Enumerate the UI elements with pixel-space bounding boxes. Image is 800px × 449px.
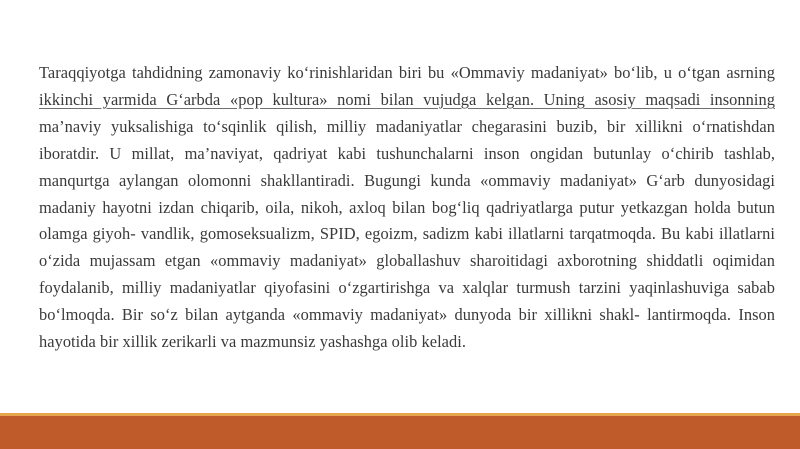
- paragraph-text-rest: ma’naviy yuksalishiga toʻsqinlik qilish, milliy madaniyatlar chegarasini buzib, bir xillikni oʻrnatishdan iboratdir. U millat, ma’naviyat, qadriyat kabi tushunchalarni inson ongidan butunlay oʻchirib tashlab, manqurtga aylangan olomonni shakllantiradi. Bugungi kunda «ommaviy madaniyat» Gʻarb dunyosidagi madaniy hayotni izdan chiqarib, oila, nikoh, axloq bilan bogʻliq qadriyatlarga putur yetkazgan holda butun olamga giyoh- vandlik, gomoseksualizm, SPID, egoizm, sadizm kabi illatlarni tarqatmoqda. Bu kabi illatlarni oʻzida mujassam etgan «ommaviy madaniyat» globallashuv sharoitidagi axborotning shiddatli oqimidan foydalanib, milliy madaniyatlar qiyofasini oʻzgartirishga va xalqlar turmush tarzini yaqinlashuviga sabab boʻlmoqda. Bir soʻz bilan aytganda «ommaviy madaniyat» dunyoda bir xillikni shakl- lantirmoqda. Inson hayotida bir xillik zerikarli va mazmunsiz yashashga olib keladi.: [39, 116, 775, 352]
- paragraph-text-start: Taraqqiyotga tahdidning zamonaviy koʻrinishlaridan biri bu «Ommaviy madaniyat» boʻlib, u oʻtgan asrning: [39, 63, 775, 82]
- paragraph-text-underlined: ikkinchi yarmida Gʻarbda «pop kultura» nomi bilan vujudga kelgan. Uning asosiy maqsadi insonning: [39, 89, 775, 109]
- footer-bar: [0, 416, 800, 449]
- body-paragraph: [39, 60, 775, 356]
